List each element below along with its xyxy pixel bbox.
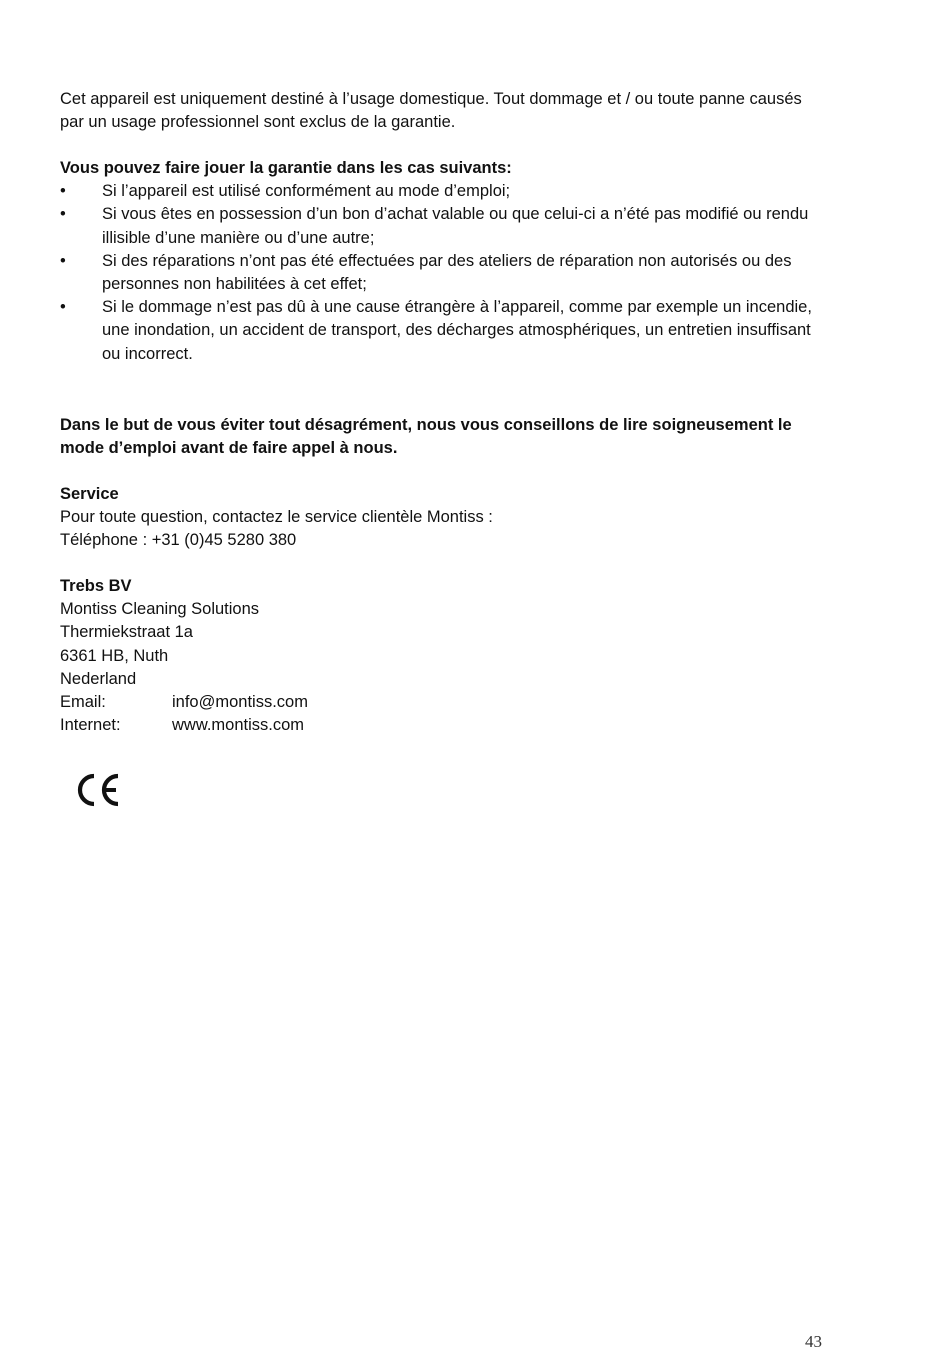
company-address bbox=[60, 575, 820, 737]
service-contact-line: Pour toute question, contactez le service clientèle Montiss : bbox=[60, 508, 493, 527]
bullet-icon: • bbox=[60, 182, 66, 201]
company-name: Trebs BV bbox=[60, 577, 132, 595]
internet-value: www.montiss.com bbox=[172, 716, 305, 735]
advice-paragraph: Dans le but de vous éviter tout désagrément, nous vous conseillons de lire soigneusement le mode d’emploi avant de faire appel à nous. bbox=[60, 416, 792, 458]
list-item-text: Si le dommage n’est pas dû à une cause étrangère à l’appareil, comme par exemple un incendie, une inondation, un accident de transport, des décharges atmosphériques, un entretien insuffisant ou incorrect. bbox=[102, 298, 812, 363]
page-number: 43 bbox=[805, 1332, 822, 1351]
service-section bbox=[60, 483, 820, 553]
list-item bbox=[60, 180, 820, 203]
email-row bbox=[60, 691, 820, 714]
list-item-text: Si des réparations n’ont pas été effectuées par des ateliers de réparation non autorisés ou des personnes non habilitées à cet effet; bbox=[102, 251, 792, 294]
email-label: Email: bbox=[60, 693, 106, 712]
list-item-text: Si vous êtes en possession d’un bon d’achat valable ou que celui-ci a n’été pas modifié ou rendu illisible d’une manière ou d’une autre; bbox=[102, 205, 809, 247]
guarantee-heading: Vous pouvez faire jouer la garantie dans les cas suivants: bbox=[60, 159, 512, 177]
bullet-icon: • bbox=[60, 298, 66, 317]
guarantee-list bbox=[60, 180, 820, 366]
intro-paragraph: Cet appareil est uniquement destiné à l’usage domestique. Tout dommage et / ou toute panne causés par un usage professionnel sont exclus de la garantie. bbox=[60, 90, 802, 132]
service-phone: Téléphone : +31 (0)45 5280 380 bbox=[60, 531, 297, 550]
service-heading: Service bbox=[60, 485, 119, 503]
list-item bbox=[60, 296, 820, 366]
list-item bbox=[60, 250, 820, 296]
ce-mark-icon bbox=[74, 770, 122, 810]
email-value: info@montiss.com bbox=[172, 693, 308, 712]
company-country: Nederland bbox=[60, 669, 137, 688]
bullet-icon: • bbox=[60, 251, 66, 270]
guarantee-section bbox=[60, 157, 820, 366]
company-division: Montiss Cleaning Solutions bbox=[60, 600, 260, 619]
bullet-icon: • bbox=[60, 205, 66, 224]
company-postal: 6361 HB, Nuth bbox=[60, 646, 169, 665]
internet-row bbox=[60, 714, 820, 737]
internet-label: Internet: bbox=[60, 716, 121, 735]
company-street: Thermiekstraat 1a bbox=[60, 623, 193, 642]
list-item-text: Si l’appareil est utilisé conformément au mode d’emploi; bbox=[102, 182, 511, 201]
list-item bbox=[60, 203, 820, 249]
